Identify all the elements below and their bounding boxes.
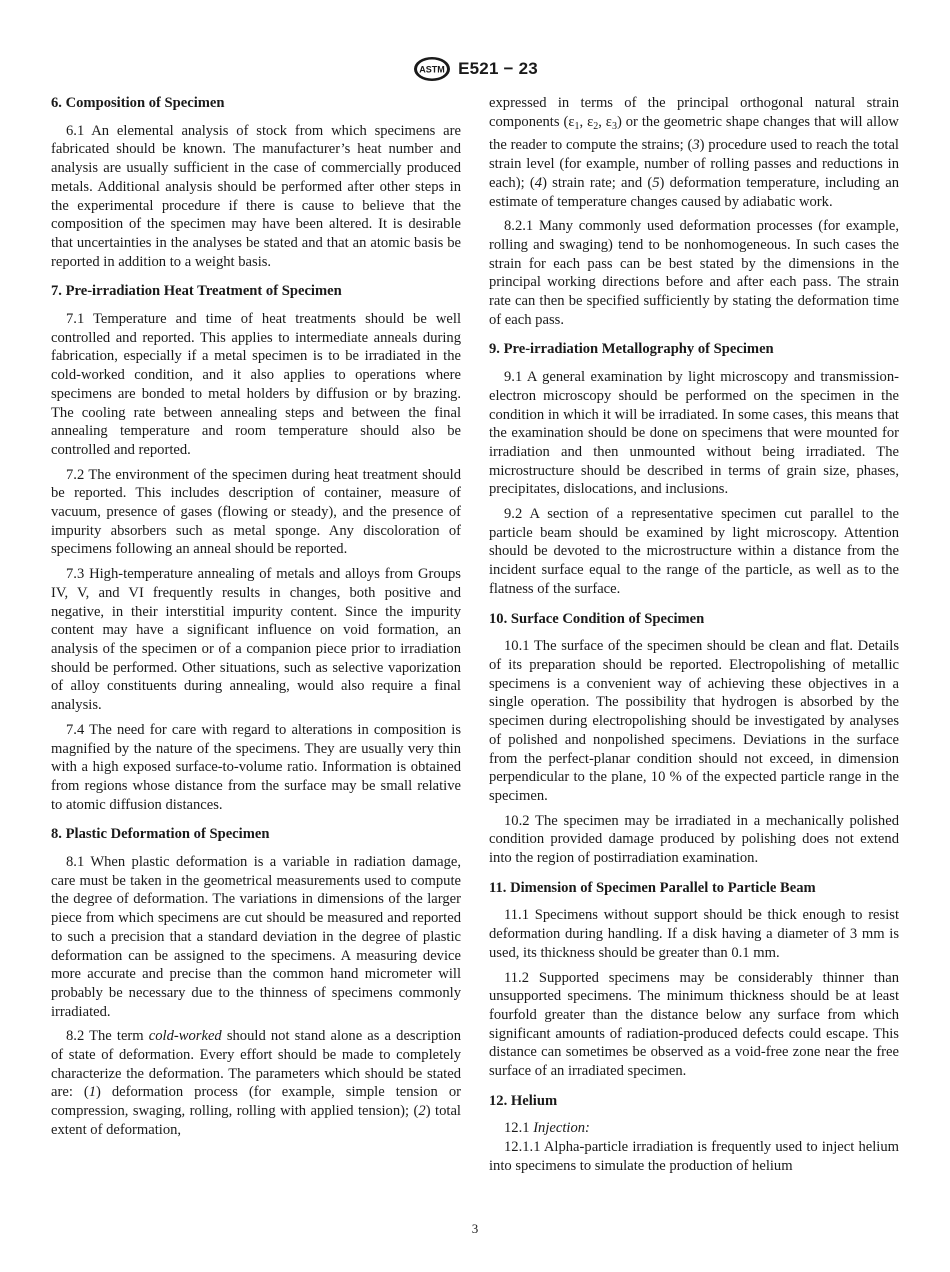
left-column: [51, 94, 461, 1146]
para-8-1: 8.1 When plastic deformation is a variable in radiation damage, care must be taken in the geometrical measurements used to compute the degree of deformation. The variations in dimensions of the larger piece from which specimens are cut should be measured and reported to such a precision that a standard deviation in the degree of plastic deformation can be assigned to the specimens. A measuring device more accurate and precise than the common hand micrometer will probably be necessary due to the thinness of specimens commonly irradiated.: [51, 854, 461, 1020]
para-7-4: 7.4 The need for care with regard to alterations in composition is magnified by the nature of the specimens. They are usually very thin with a high exposed surface-to-volume ratio. Information is obtained from regions whose distance from the surface may be small relative to atomic diffusion distances.: [51, 721, 461, 813]
logo-text: ASTM: [419, 64, 445, 75]
page-number: 3: [471, 1221, 479, 1236]
para-6-1: 6.1 An elemental analysis of stock from which specimens are fabricated should be known. The manufacturer’s heat number and analysis are usually sufficient in the case of commercially produced metals. Additional analysis should be performed after other steps in the experimental procedure if there is cause to believe that the composition of the specimen may have been altered. It is desirable that uncertainties in the analyses be stated and that an atomic basis be reported in addition to a weight basis.: [51, 122, 461, 270]
section-11-heading: 11. Dimension of Specimen Parallel to Particle Beam: [489, 879, 816, 896]
para-12-1: 12.1 Injection:: [504, 1120, 590, 1137]
para-11-2: 11.2 Supported specimens may be considerably thinner than unsupported specimens. The minimum thickness should be at least fourfold greater than the distance below any surface from which significant amounts of radiation-produced defects could escape. This distance can sometimes be observed as a void-free zone near the free surface of an irradiated specimen.: [489, 969, 899, 1080]
subheading-injection: Injection:: [533, 1120, 590, 1137]
para-11-1: 11.1 Specimens without support should be thick enough to resist deformation during handling. If a disk having a diameter of 3 mm is used, its thickness should be greater than 0.1 mm.: [489, 907, 899, 961]
right-column: [489, 94, 899, 1182]
section-12-heading: 12. Helium: [489, 1092, 558, 1109]
para-10-1: 10.1 The surface of the specimen should be clean and flat. Details of its preparation should be reported. Electropolishing of metallic specimens is a convenient way of achieving these objectives in a single operation. The possibility that hydrogen is absorbed by the specimen during electropolishing should be investigated by analyses of polished and nonpolished specimens. Deviations in the surface from the perfect-planar condition should not exceed, in dimension perpendicular to the plane, 10 % of the expected particle range in the specimen.: [489, 638, 899, 804]
para-8-2-start: 8.2 The term cold-worked should not stand alone as a description of state of deformation. Every effort should be made to completely characterize the deformation. The parameters which should be stated are: (1) deformation process (for example, simple tension or compression, swaging, rolling, rolling with applied tension); (2) total extent of deformation,: [51, 1028, 461, 1138]
section-6-heading: 6. Composition of Specimen: [51, 95, 225, 111]
para-8-2-continued: expressed in terms of the principal orthogonal natural strain components ($\varepsilon_1$, $\varepsilon_2$, $\varepsilon_3$) or the geometric shape changes that will allow the reader to compute the strains; (3) procedure used to reach the total strain level (for example, number of rolling passes and reductions in each); (4) strain rate; and (5) deformation temperature, including an estimate of temperature changes caused by adiabatic work.: [489, 95, 899, 210]
para-10-2: 10.2 The specimen may be irradiated in a mechanically polished condition provided damage produced by polishing does not extend into the region of postirradiation examination.: [489, 812, 899, 867]
section-9-heading: 9. Pre-irradiation Metallography of Specimen: [489, 341, 774, 358]
term-cold-worked: cold-worked: [148, 1028, 222, 1045]
section-7-heading: 7. Pre-irradiation Heat Treatment of Specimen: [51, 283, 342, 300]
para-8-2-1: 8.2.1 Many commonly used deformation processes (for example, rolling and swaging) tend to be nonhomogeneous. In such cases the strain for each pass can be best stated by the dimensions in the principal working directions before and after each pass. The strain rate can then be specified sufficiently by stating the deformation time of each pass.: [489, 218, 899, 328]
para-9-2: 9.2 A section of a representative specimen cut parallel to the particle beam should be examined by light microscopy. Attention should be devoted to the microstructure within a distance from the incident surface equal to the range of the particle, as well as to the flatness of the surface.: [489, 506, 899, 597]
para-7-3: 7.3 High-temperature annealing of metals and alloys from Groups IV, V, and VI frequently results in changes, both positive and negative, in their interstitial impurity content. Since the impurity content may have a significant influence on void formation, an analysis of the specimen or of a companion piece prior to irradiation should be performed. Other situations, such as selective vaporization of alloy constituents during annealing, would also require a final analysis.: [51, 566, 461, 714]
section-10-heading: 10. Surface Condition of Specimen: [489, 610, 705, 627]
para-9-1: 9.1 A general examination by light microscopy and transmission-electron microscopy should be performed on the specimen in the condition in which it will be irradiated. In some cases, this means that the examination should be done on specimens that were mounted for irradiation and then unmounted without being irradiated. The microstructure should be described in terms of grain size, phases, precipitates, dislocations, and inclusions.: [489, 369, 899, 498]
para-7-1: 7.1 Temperature and time of heat treatments should be well controlled and reported. This applies to intermediate anneals during fabrication, especially if a metal specimen is to be irradiated in the cold-worked condition, and it also applies to operations where specimens are bonded to metal holders by diffusion or by brazing. The cooling rate between annealing steps and between the final annealing temperature and room temperature should also be controlled and reported.: [51, 311, 461, 458]
para-7-2: 7.2 The environment of the specimen during heat treatment should be reported. This includes description of container, measure of vacuum, presence of gases (flowing or steady), and the presence of impurity absorbers such as metal sponge. Any discoloration of specimens following an anneal should be reported.: [51, 466, 461, 558]
para-12-1-1: 12.1.1 Alpha-particle irradiation is frequently used to inject helium into specimens to simulate the production of helium: [489, 1139, 899, 1174]
standard-designation: E521 − 23: [458, 59, 538, 78]
section-8-heading: 8. Plastic Deformation of Specimen: [51, 826, 270, 843]
page-header: [0, 56, 950, 82]
astm-logo: [412, 56, 452, 82]
